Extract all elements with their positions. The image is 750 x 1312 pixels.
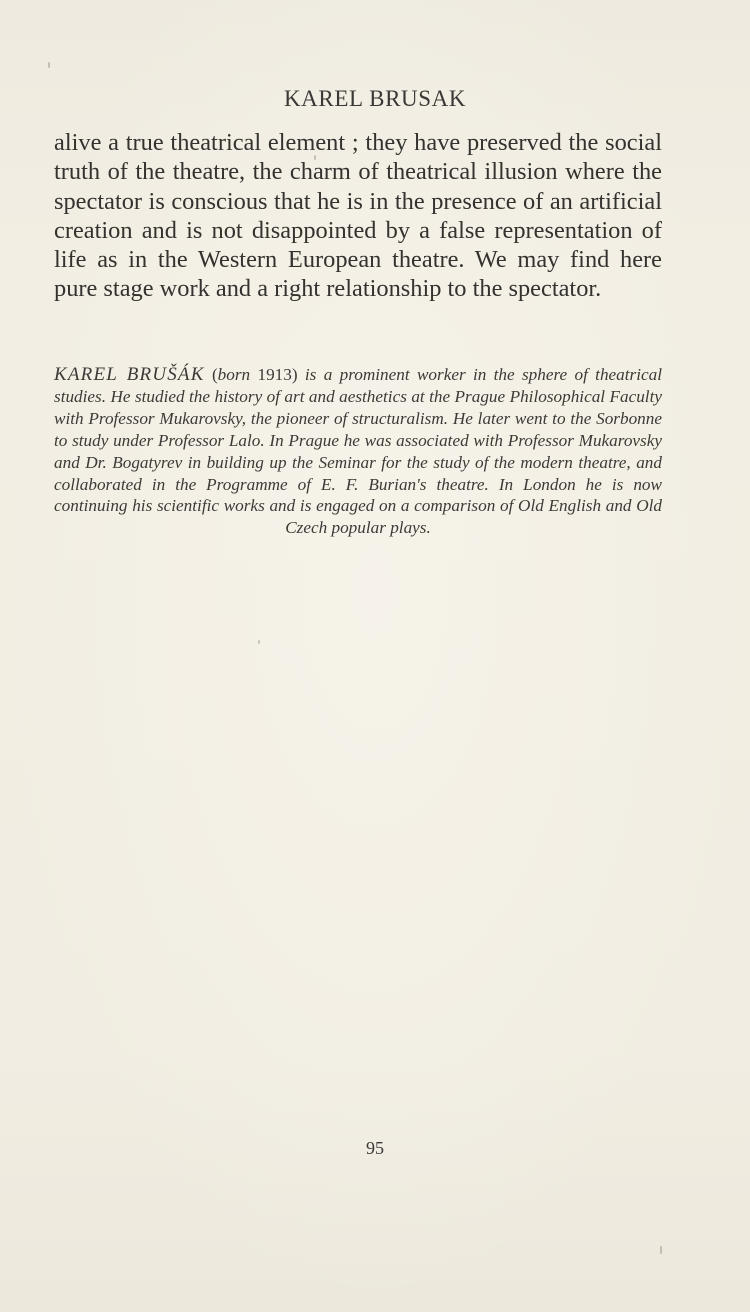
bio-born-open: ( — [211, 365, 218, 384]
paper-speck — [660, 1246, 662, 1254]
body-paragraph: alive a true theatrical element ; they have preserved the social truth of the theatre, the charm of theatrical illusion where the spectator is conscious that he is in the presence of an artificial creation and is not disappointed by a false representation of life as in the Western European theatre. We may find here pure stage work and a right relationship to the spectator. — [54, 129, 662, 303]
bio-born-word: born — [217, 365, 251, 384]
paper-speck — [314, 155, 316, 160]
paper-speck — [258, 640, 260, 644]
bio-born-year: 1913) — [250, 365, 298, 384]
paper-speck — [48, 62, 50, 68]
running-head: KAREL BRUSAK — [283, 86, 467, 111]
bio-author-name: KAREL BRUŠÁK — [54, 364, 205, 385]
page-number: 95 — [366, 1138, 384, 1158]
author-bio — [54, 364, 662, 539]
bio-text: is a prominent worker in the sphere of theatrical studies. He studied the history of art and aesthetics at the Prague Philosophical Faculty with Professor Mukarovsky, the pioneer of structuralism. He later went to the Sorbonne to study under Professor Lalo. In Prague he was associated with Professor Mukarovsky and Dr. Bogatyrev in building up the Seminar for the study of the modern theatre, and collaborated in the Programme of E. F. Burian's theatre. In London he is now continuing his scientific works and is engaged on a comparison of Old English and Old Czech popular plays. — [54, 365, 662, 538]
